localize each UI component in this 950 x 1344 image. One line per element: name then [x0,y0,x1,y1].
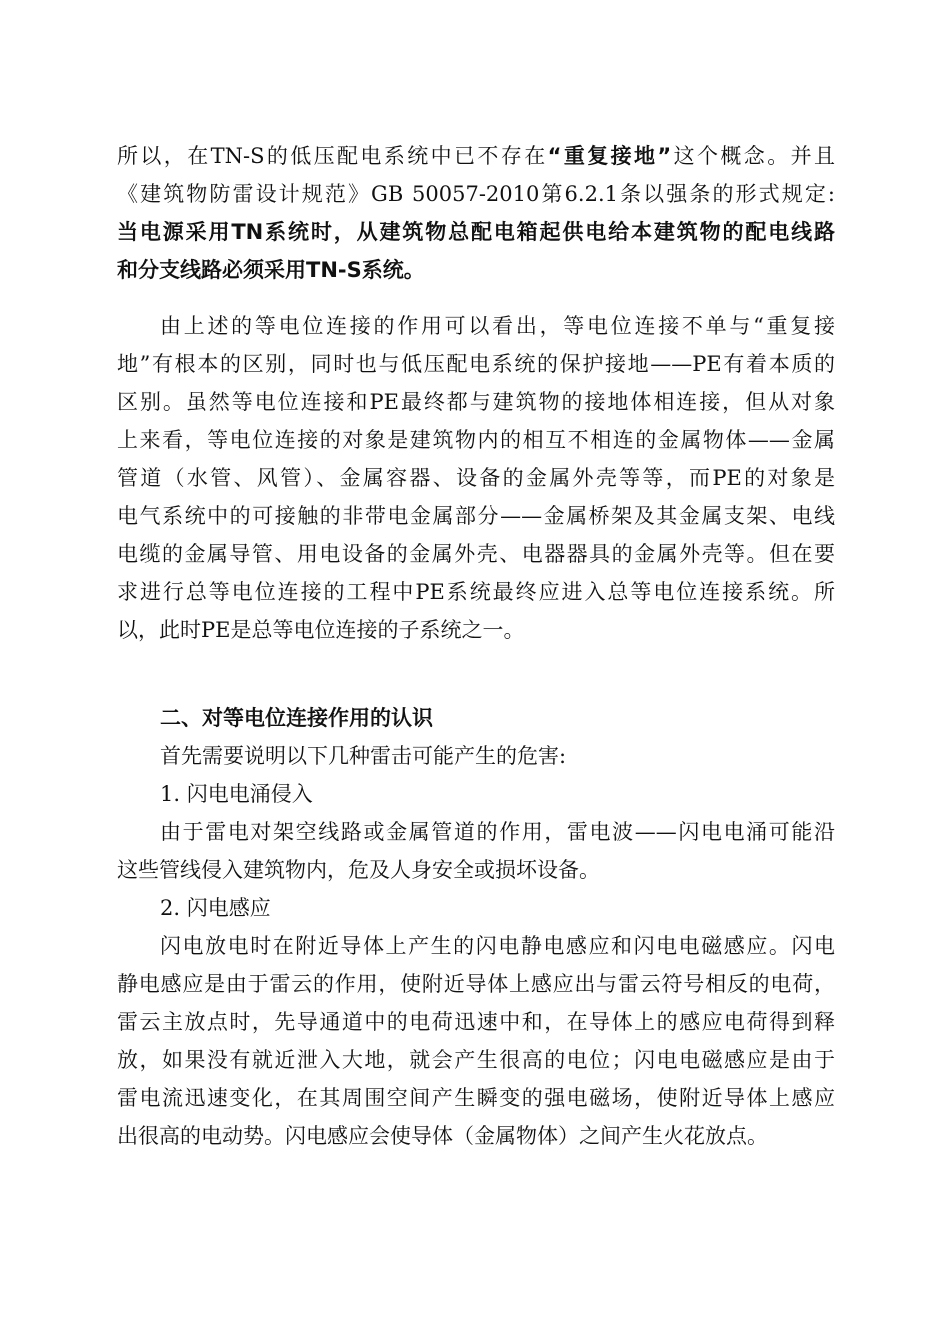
p1-line-1 [117,143,835,169]
item1-title: 1. 闪电电涌侵入 [160,782,313,806]
p1-line-4: 和分支线路必须采用TN-S系统。 [117,258,425,282]
item2-line-6: 出很高的电动势。闪电感应会使导体（金属物体）之间产生火花放点。 [117,1124,768,1148]
p2-line-4: 上来看，等电位连接的对象是建筑物内的相互不相连的金属物体——金属 [117,428,835,452]
item1-line-1: 由于雷电对架空线路或金属管道的作用，雷电波——闪电电涌可能沿 [160,820,835,844]
p2-line-7: 电缆的金属导管、用电设备的金属外壳、电器器具的金属外壳等。但在要 [117,542,835,566]
item2-title: 2. 闪电感应 [160,896,271,920]
section-heading: 二、对等电位连接作用的认识 [160,706,433,730]
p2-line-8: 求进行总等电位连接的工程中PE系统最终应进入总等电位连接系统。所 [117,580,835,604]
p2-line-2: 地”有根本的区别，同时也与低压配电系统的保护接地——PE有着本质的 [117,352,835,376]
p1-term-repeated-grounding: “重复接地” [547,144,672,168]
p1-line-2: 《建筑物防雷设计规范》GB 50057-2010第6.2.1条以强条的形式规定: [117,182,835,206]
p1-line-1a: 所以，在TN-S的低压配电系统中已不存在 [117,144,548,168]
p2-line-9: 以，此时PE是总等电位连接的子系统之一。 [117,618,525,642]
item2-line-1: 闪电放电时在附近导体上产生的闪电静电感应和闪电电磁感应。闪电 [160,934,835,958]
item2-line-3: 雷云主放点时，先导通道中的电荷迅速中和，在导体上的感应电荷得到释 [117,1010,835,1034]
section-intro: 首先需要说明以下几种雷击可能产生的危害: [160,744,567,768]
p2-line-5: 管道（水管、风管）、金属容器、设备的金属外壳等等，而PE的对象是 [117,466,835,490]
p1-line-3: 当电源采用TN系统时，从建筑物总配电箱起供电给本建筑物的配电线路 [117,220,835,244]
item2-line-2: 静电感应是由于雷云的作用，使附近导体上感应出与雷云符号相反的电荷， [117,972,835,996]
item1-line-2: 这些管线侵入建筑物内，危及人身安全或损坏设备。 [117,858,600,882]
item2-line-5: 雷电流迅速变化，在其周围空间产生瞬变的强电磁场，使附近导体上感应 [117,1086,835,1110]
p2-line-6: 电气系统中的可接触的非带电金属部分——金属桥架及其金属支架、电线 [117,504,835,528]
p2-line-3: 区别。虽然等电位连接和PE最终都与建筑物的接地体相连接，但从对象 [117,390,835,414]
p1-line-1c: 这个概念。并且 [671,144,835,168]
item2-line-4: 放，如果没有就近泄入大地，就会产生很高的电位；闪电电磁感应是由于 [117,1048,835,1072]
p2-line-1: 由上述的等电位连接的作用可以看出，等电位连接不单与“重复接 [160,314,835,338]
